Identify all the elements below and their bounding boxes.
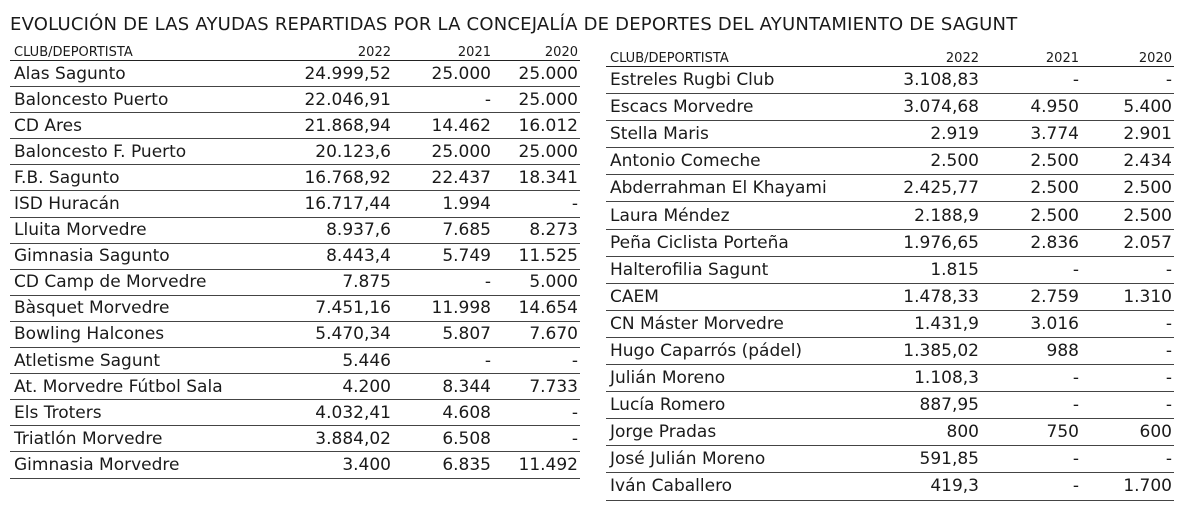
table-row [606, 284, 1174, 311]
value-2022-cell: 1.385,02 [903, 340, 979, 361]
value-2022-cell: 1.478,33 [903, 286, 979, 307]
value-2022-cell: 2.500 [930, 151, 979, 172]
value-2021-cell: 4.608 [442, 402, 491, 423]
value-2022-cell: 22.046,91 [304, 89, 391, 110]
value-2021-cell: 7.685 [442, 220, 491, 241]
club-name-cell: Gimnasia Morvedre [14, 454, 180, 475]
header-2022: 2022 [945, 51, 979, 66]
value-2020-cell: 18.341 [518, 167, 578, 188]
header-2021: 2021 [457, 45, 491, 60]
value-2020-cell: - [571, 428, 578, 449]
club-name-cell: Lluita Morvedre [14, 220, 147, 241]
club-name-cell: Escacs Morvedre [610, 97, 754, 118]
table-row [606, 67, 1174, 94]
value-2021-cell: 6.508 [442, 428, 491, 449]
value-2020-cell: 25.000 [518, 89, 578, 110]
value-2021-cell: 8.344 [442, 376, 491, 397]
table-row [10, 296, 580, 322]
value-2020-cell: - [1165, 340, 1172, 361]
value-2021-cell: 2.500 [1030, 205, 1079, 226]
value-2022-cell: 8.937,6 [326, 220, 391, 241]
value-2022-cell: 3.074,68 [903, 97, 979, 118]
value-2022-cell: 21.868,94 [304, 115, 391, 136]
value-2020-cell: - [1165, 313, 1172, 334]
value-2020-cell: - [1165, 368, 1172, 389]
table-row [606, 175, 1174, 202]
club-name-cell: Alas Sagunto [14, 63, 126, 84]
left-table [10, 40, 580, 479]
club-name-cell: CAEM [610, 286, 659, 307]
club-name-cell: Atletisme Sagunt [14, 350, 161, 371]
table-row [606, 338, 1174, 365]
value-2021-cell: 1.994 [442, 194, 491, 215]
value-2022-cell: 3.884,02 [315, 428, 391, 449]
header-2020: 2020 [544, 45, 578, 60]
value-2021-cell: - [1072, 368, 1079, 389]
value-2020-cell: - [571, 350, 578, 371]
value-2022-cell: 1.431,9 [914, 313, 979, 334]
value-2022-cell: 16.768,92 [304, 167, 391, 188]
club-name-cell: Els Troters [14, 402, 102, 423]
value-2020-cell: 14.654 [518, 298, 578, 319]
table-row [10, 452, 580, 478]
value-2020-cell: 25.000 [518, 141, 578, 162]
club-name-cell: F.B. Sagunto [14, 167, 120, 188]
value-2020-cell: 5.400 [1123, 97, 1172, 118]
header-club: CLUB/DEPORTISTA [610, 51, 729, 66]
club-name-cell: Gimnasia Sagunto [14, 246, 170, 267]
value-2021-cell: - [1072, 476, 1079, 497]
table-body [606, 67, 1174, 501]
club-name-cell: Estreles Rugbi Club [610, 70, 775, 91]
value-2022-cell: 7.451,16 [315, 298, 391, 319]
value-2022-cell: 7.875 [342, 272, 391, 293]
value-2020-cell: - [1165, 449, 1172, 470]
table-row [10, 61, 580, 87]
value-2022-cell: 1.108,3 [914, 368, 979, 389]
value-2020-cell: - [571, 194, 578, 215]
value-2020-cell: 7.670 [529, 324, 578, 345]
value-2020-cell: 5.000 [529, 272, 578, 293]
value-2021-cell: 3.016 [1030, 313, 1079, 334]
value-2020-cell: - [1165, 70, 1172, 91]
club-name-cell: Stella Maris [610, 124, 709, 145]
table-row [10, 270, 580, 296]
value-2021-cell: - [1072, 259, 1079, 280]
table-row [606, 202, 1174, 229]
value-2020-cell: 600 [1139, 422, 1172, 443]
club-name-cell: Peña Ciclista Porteña [610, 232, 789, 253]
value-2022-cell: 887,95 [919, 395, 979, 416]
value-2021-cell: 22.437 [431, 167, 491, 188]
club-name-cell: CN Máster Morvedre [610, 313, 784, 334]
club-name-cell: Bàsquet Morvedre [14, 298, 170, 319]
table-row [10, 426, 580, 452]
value-2021-cell: - [484, 89, 491, 110]
value-2021-cell: 2.500 [1030, 151, 1079, 172]
table-row [606, 148, 1174, 175]
club-name-cell: Triatlón Morvedre [14, 428, 163, 449]
club-name-cell: Julián Moreno [610, 368, 726, 389]
value-2022-cell: 5.470,34 [315, 324, 391, 345]
value-2021-cell: 3.774 [1030, 124, 1079, 145]
value-2020-cell: 2.500 [1123, 178, 1172, 199]
table-row [606, 446, 1174, 473]
table-header [606, 40, 1174, 67]
value-2022-cell: 2.919 [930, 124, 979, 145]
value-2022-cell: 8.443,4 [326, 246, 391, 267]
value-2020-cell: 25.000 [518, 63, 578, 84]
header-2021: 2021 [1045, 51, 1079, 66]
value-2020-cell: 2.057 [1123, 232, 1172, 253]
club-name-cell: Bowling Halcones [14, 324, 165, 345]
value-2022-cell: 4.032,41 [315, 402, 391, 423]
club-name-cell: Laura Méndez [610, 205, 730, 226]
value-2022-cell: 419,3 [930, 476, 979, 497]
club-name-cell: At. Morvedre Fútbol Sala [14, 376, 223, 397]
right-table [606, 40, 1174, 501]
table-row [606, 365, 1174, 392]
header-2022: 2022 [357, 45, 391, 60]
table-row [10, 165, 580, 191]
table-row [10, 139, 580, 165]
value-2021-cell: 25.000 [431, 141, 491, 162]
table-body [10, 61, 580, 479]
table-row [606, 257, 1174, 284]
header-club: CLUB/DEPORTISTA [14, 45, 133, 60]
value-2021-cell: 14.462 [431, 115, 491, 136]
value-2022-cell: 24.999,52 [304, 63, 391, 84]
table-row [10, 113, 580, 139]
club-name-cell: Antonio Comeche [610, 151, 761, 172]
club-name-cell: Abderrahman El Khayami [610, 178, 827, 199]
value-2021-cell: 5.807 [442, 324, 491, 345]
table-header [10, 40, 580, 61]
club-name-cell: CD Ares [14, 115, 82, 136]
value-2021-cell: 750 [1046, 422, 1079, 443]
table-row [606, 94, 1174, 121]
table-row [606, 419, 1174, 446]
value-2021-cell: 5.749 [442, 246, 491, 267]
value-2022-cell: 591,85 [919, 449, 979, 470]
value-2021-cell: 988 [1046, 340, 1079, 361]
value-2020-cell: 7.733 [529, 376, 578, 397]
value-2021-cell: 11.998 [431, 298, 491, 319]
club-name-cell: Lucía Romero [610, 395, 726, 416]
value-2022-cell: 800 [946, 422, 979, 443]
value-2021-cell: - [1072, 395, 1079, 416]
table-row [10, 322, 580, 348]
value-2020-cell: - [1165, 395, 1172, 416]
value-2020-cell: 2.434 [1123, 151, 1172, 172]
value-2020-cell: 16.012 [518, 115, 578, 136]
table-row [10, 218, 580, 244]
value-2021-cell: 2.759 [1030, 286, 1079, 307]
value-2021-cell: 2.500 [1030, 178, 1079, 199]
club-name-cell: Iván Caballero [610, 476, 733, 497]
value-2021-cell: - [1072, 70, 1079, 91]
table-row [10, 87, 580, 113]
value-2022-cell: 1.815 [930, 259, 979, 280]
value-2021-cell: - [484, 350, 491, 371]
value-2020-cell: 11.492 [518, 454, 578, 475]
value-2020-cell: 1.310 [1123, 286, 1172, 307]
table-row [10, 244, 580, 270]
value-2022-cell: 3.400 [342, 454, 391, 475]
table-row [10, 191, 580, 217]
value-2020-cell: - [1165, 259, 1172, 280]
value-2021-cell: - [484, 272, 491, 293]
value-2022-cell: 2.425,77 [903, 178, 979, 199]
club-name-cell: Baloncesto F. Puerto [14, 141, 187, 162]
value-2020-cell: 8.273 [529, 220, 578, 241]
value-2020-cell: 1.700 [1123, 476, 1172, 497]
value-2022-cell: 20.123,6 [315, 141, 391, 162]
value-2020-cell: - [571, 402, 578, 423]
value-2022-cell: 4.200 [342, 376, 391, 397]
table-row [606, 392, 1174, 419]
club-name-cell: Baloncesto Puerto [14, 89, 169, 110]
club-name-cell: CD Camp de Morvedre [14, 272, 207, 293]
value-2022-cell: 3.108,83 [903, 70, 979, 91]
table-row [606, 230, 1174, 257]
value-2022-cell: 16.717,44 [304, 194, 391, 215]
table-row [606, 121, 1174, 148]
table-row [10, 374, 580, 400]
value-2022-cell: 2.188,9 [914, 205, 979, 226]
value-2020-cell: 2.901 [1123, 124, 1172, 145]
value-2020-cell: 11.525 [518, 246, 578, 267]
value-2022-cell: 1.976,65 [903, 232, 979, 253]
value-2022-cell: 5.446 [342, 350, 391, 371]
table-row [10, 348, 580, 374]
value-2021-cell: 6.835 [442, 454, 491, 475]
club-name-cell: Hugo Caparrós (pádel) [610, 340, 803, 361]
value-2021-cell: - [1072, 449, 1079, 470]
page-title: EVOLUCIÓN DE LAS AYUDAS REPARTIDAS POR LA CONCEJALÍA DE DEPORTES DEL AYUNTAMIENTO DE SAGUNT [10, 14, 1018, 35]
club-name-cell: José Julián Moreno [610, 449, 766, 470]
header-2020: 2020 [1138, 51, 1172, 66]
value-2021-cell: 4.950 [1030, 97, 1079, 118]
value-2020-cell: 2.500 [1123, 205, 1172, 226]
club-name-cell: ISD Huracán [14, 194, 120, 215]
value-2021-cell: 25.000 [431, 63, 491, 84]
club-name-cell: Jorge Pradas [610, 422, 717, 443]
table-row [606, 311, 1174, 338]
club-name-cell: Halterofilia Sagunt [610, 259, 769, 280]
value-2021-cell: 2.836 [1030, 232, 1079, 253]
table-row [10, 400, 580, 426]
table-row [606, 473, 1174, 500]
